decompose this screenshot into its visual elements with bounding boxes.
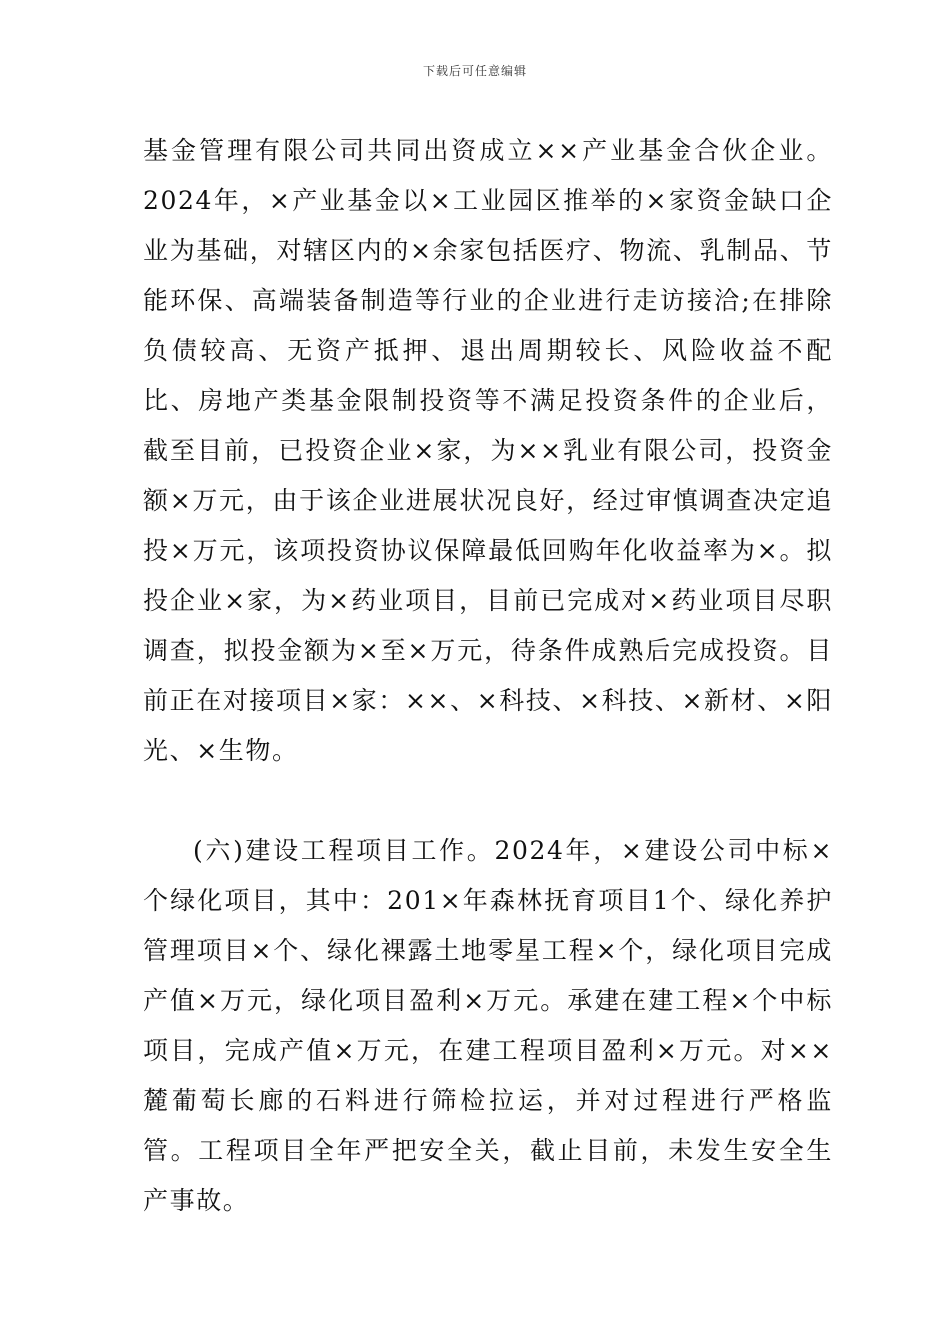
paragraph-spacer <box>143 776 833 826</box>
page-header-note: 下载后可任意编辑 <box>422 64 527 78</box>
paragraph-construction: (六)建设工程项目工作。2024年，×建设公司中标×个绿化项目，其中：201×年森林抚育项目1个、绿化养护管理项目×个、绿化裸露土地零星工程×个，绿化项目完成产值×万元，绿化项目盈利×万元。承建在建工程×个中标项目，完成产值×万元，在建工程项目盈利×万元。对××麓葡萄长廊的石料进行筛检拉运，并对过程进行严格监管。工程项目全年严把安全关，截止目前，未发生安全生产事故。 <box>143 836 833 1215</box>
document-body <box>143 126 833 1226</box>
paragraph-fund: 基金管理有限公司共同出资成立××产业基金合伙企业。2024年，×产业基金以×工业园区推举的×家资金缺口企业为基础，对辖区内的×余家包括医疗、物流、乳制品、节能环保、高端装备制造等行业的企业进行走访接洽;在排除负债较高、无资产抵押、退出周期较长、风险收益不配比、房地产类基金限制投资等不满足投资条件的企业后，截至目前，已投资企业×家，为××乳业有限公司，投资金额×万元，由于该企业进展状况良好，经过审慎调查决定追投×万元，该项投资协议保障最低回购年化收益率为×。拟投企业×家，为×药业项目，目前已完成对×药业项目尽职调查，拟投金额为×至×万元，待条件成熟后完成投资。目前正在对接项目×家：××、×科技、×科技、×新材、×阳光、×生物。 <box>143 136 833 765</box>
